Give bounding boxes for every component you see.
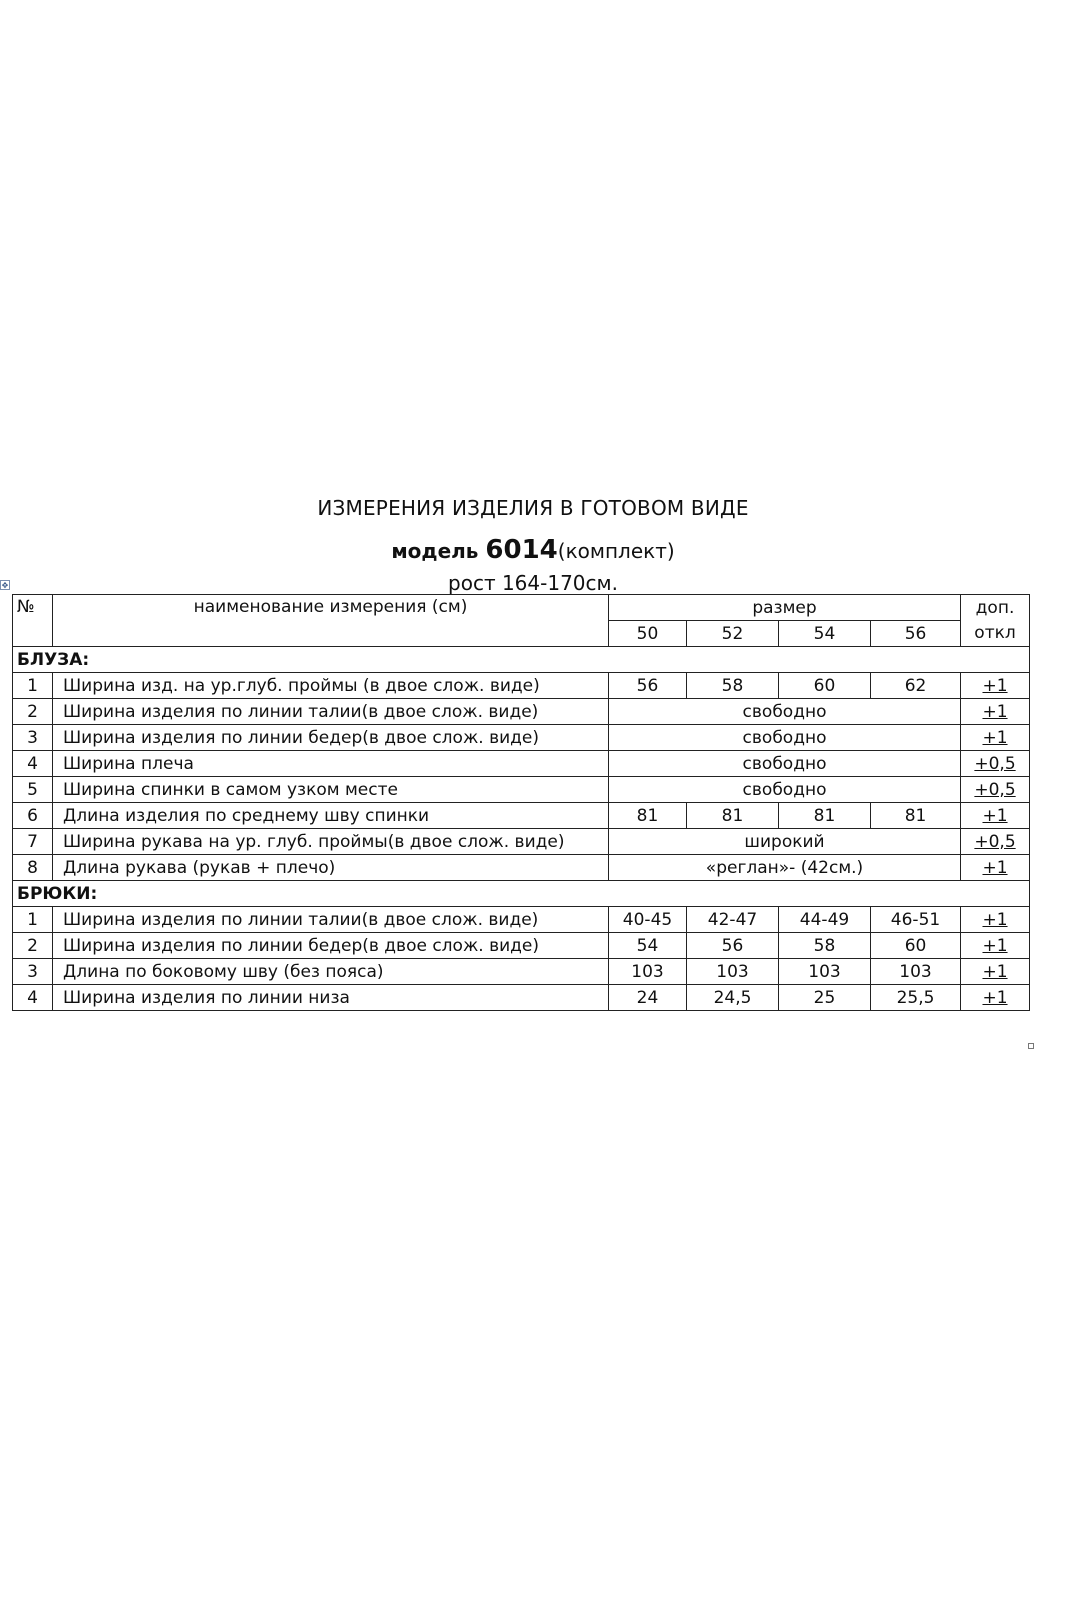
table-row <box>13 777 1030 803</box>
tolerance-value: +1 <box>961 959 1030 985</box>
model-number: 6014 <box>485 535 558 565</box>
merged-value: свободно <box>609 725 961 751</box>
header-size: размер <box>609 595 961 621</box>
size-value: 60 <box>779 673 871 699</box>
size-value: 103 <box>871 959 961 985</box>
row-number: 8 <box>13 855 53 881</box>
merged-value: широкий <box>609 829 961 855</box>
row-number: 1 <box>13 673 53 699</box>
tolerance-value: +1 <box>961 985 1030 1011</box>
section-row <box>13 647 1030 673</box>
size-value: 25 <box>779 985 871 1011</box>
measurement-name: Ширина изд. на ур.глуб. проймы (в двое слож. виде) <box>53 673 609 699</box>
model-suffix: (комплект) <box>557 539 675 563</box>
row-number: 2 <box>13 699 53 725</box>
measurements-table <box>12 594 1030 1011</box>
size-value: 24 <box>609 985 687 1011</box>
row-number: 4 <box>13 751 53 777</box>
size-value: 103 <box>609 959 687 985</box>
measurement-name: Ширина изделия по линии бедер(в двое слож. виде) <box>53 725 609 751</box>
header-size-50: 50 <box>609 621 687 647</box>
table-row <box>13 985 1030 1011</box>
section-title: БРЮКИ: <box>13 881 1030 907</box>
tolerance-value: +0,5 <box>961 829 1030 855</box>
section-title: БЛУЗА: <box>13 647 1030 673</box>
model-label: модель <box>391 539 486 563</box>
size-value: 24,5 <box>687 985 779 1011</box>
table-move-handle-icon[interactable]: ✥ <box>1 581 9 590</box>
tolerance-value: +0,5 <box>961 777 1030 803</box>
measurement-name: Ширина спинки в самом узком месте <box>53 777 609 803</box>
size-value: 46-51 <box>871 907 961 933</box>
tolerance-value: +1 <box>961 673 1030 699</box>
tolerance-value: +1 <box>961 699 1030 725</box>
tolerance-value: +0,5 <box>961 751 1030 777</box>
merged-value: свободно <box>609 751 961 777</box>
size-value: 81 <box>871 803 961 829</box>
size-value: 44-49 <box>779 907 871 933</box>
tolerance-value: +1 <box>961 907 1030 933</box>
size-value: 62 <box>871 673 961 699</box>
size-value: 40-45 <box>609 907 687 933</box>
row-number: 7 <box>13 829 53 855</box>
model-line <box>0 535 1066 565</box>
row-number: 6 <box>13 803 53 829</box>
measurement-name: Длина рукава (рукав + плечо) <box>53 855 609 881</box>
measurement-name: Ширина изделия по линии низа <box>53 985 609 1011</box>
header-size-56: 56 <box>871 621 961 647</box>
row-number: 3 <box>13 959 53 985</box>
height-range: рост 164-170см. <box>448 571 618 595</box>
table-resize-handle[interactable] <box>1028 1043 1034 1049</box>
row-number: 4 <box>13 985 53 1011</box>
table-row <box>13 959 1030 985</box>
table-row <box>13 855 1030 881</box>
header-row-1 <box>13 595 1030 621</box>
measurement-name: Ширина изделия по линии талии(в двое слож. виде) <box>53 907 609 933</box>
row-number: 3 <box>13 725 53 751</box>
table-row <box>13 933 1030 959</box>
size-value: 42-47 <box>687 907 779 933</box>
table-row <box>13 751 1030 777</box>
tolerance-value: +1 <box>961 855 1030 881</box>
size-value: 81 <box>609 803 687 829</box>
merged-value: «реглан»- (42см.) <box>609 855 961 881</box>
measurement-name: Длина изделия по среднему шву спинки <box>53 803 609 829</box>
table-row <box>13 725 1030 751</box>
document-title: ИЗМЕРЕНИЯ ИЗДЕЛИЯ В ГОТОВОМ ВИДЕ <box>317 496 749 520</box>
size-value: 81 <box>687 803 779 829</box>
measurement-name: Длина по боковому шву (без пояса) <box>53 959 609 985</box>
size-value: 56 <box>609 673 687 699</box>
measurement-name: Ширина рукава на ур. глуб. проймы(в двое слож. виде) <box>53 829 609 855</box>
size-value: 60 <box>871 933 961 959</box>
size-value: 25,5 <box>871 985 961 1011</box>
size-value: 103 <box>779 959 871 985</box>
section-row <box>13 881 1030 907</box>
row-number: 1 <box>13 907 53 933</box>
table-row <box>13 699 1030 725</box>
header-tol-2: откл <box>961 621 1030 647</box>
size-value: 103 <box>687 959 779 985</box>
row-number: 2 <box>13 933 53 959</box>
header-size-52: 52 <box>687 621 779 647</box>
table-row <box>13 907 1030 933</box>
header-name: наименование измерения (см) <box>53 595 609 647</box>
header-num: № <box>13 595 53 647</box>
merged-value: свободно <box>609 777 961 803</box>
tolerance-value: +1 <box>961 933 1030 959</box>
measurement-name: Ширина изделия по линии талии(в двое слож. виде) <box>53 699 609 725</box>
header-size-54: 54 <box>779 621 871 647</box>
measurement-name: Ширина плеча <box>53 751 609 777</box>
tolerance-value: +1 <box>961 725 1030 751</box>
size-value: 58 <box>779 933 871 959</box>
size-value: 56 <box>687 933 779 959</box>
row-number: 5 <box>13 777 53 803</box>
table-row <box>13 673 1030 699</box>
size-value: 58 <box>687 673 779 699</box>
table-row <box>13 803 1030 829</box>
table-row <box>13 829 1030 855</box>
header-tol-1: доп. <box>961 595 1030 621</box>
tolerance-value: +1 <box>961 803 1030 829</box>
size-value: 81 <box>779 803 871 829</box>
measurement-name: Ширина изделия по линии бедер(в двое слож. виде) <box>53 933 609 959</box>
merged-value: свободно <box>609 699 961 725</box>
size-value: 54 <box>609 933 687 959</box>
